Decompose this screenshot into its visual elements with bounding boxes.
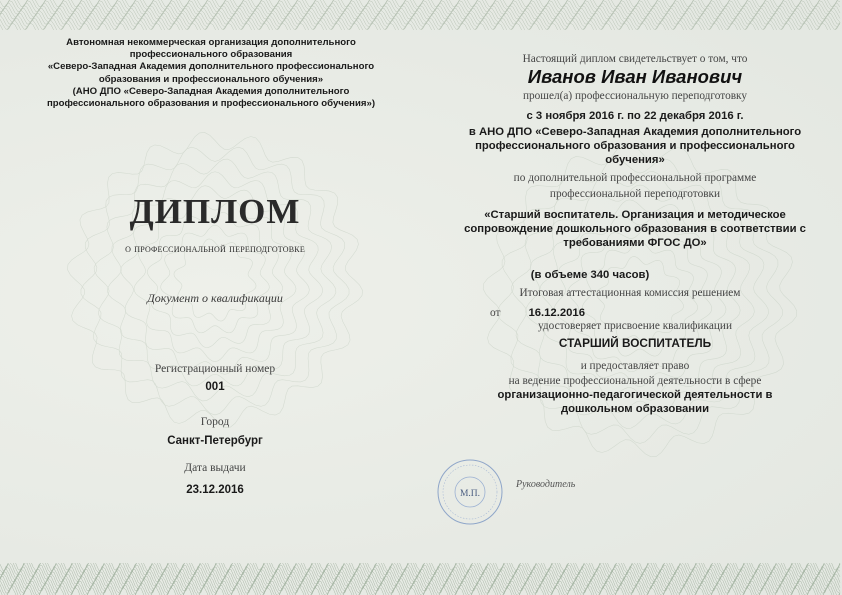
city-label: Город: [200, 416, 230, 428]
rosette-ring: [147, 212, 282, 347]
org-line: профессионального образования и профессионального обучения»): [46, 98, 376, 110]
program-line: «Старший воспитатель. Организация и методическое: [484, 209, 786, 221]
org-line: (АНО ДПО «Северо-Западная Академия дополнительного: [72, 85, 350, 97]
decision-date-row: [490, 303, 690, 321]
program-hours: (в объеме 340 часов): [530, 269, 650, 281]
diploma-subtitle: о профессиональной переподготовке: [125, 241, 305, 255]
training-period: с 3 ноября 2016 г. по 22 декабря 2016 г.: [526, 110, 744, 122]
org-line: «Северо-Западная Академия дополнительного профессионального: [47, 61, 375, 73]
sphere-line: организационно-педагогической деятельности в: [497, 389, 773, 401]
head-signature-label: Руководитель: [516, 479, 576, 490]
bottom-border-ornament: [0, 563, 842, 595]
program-line: требованиями ФГОС ДО»: [563, 237, 707, 249]
org-line: профессионального образования: [129, 49, 293, 61]
program-label: по дополнительной профессиональной программе: [513, 172, 757, 184]
intro-text: Настоящий диплом свидетельствует о том, что: [522, 53, 748, 65]
institution-name: [455, 125, 815, 167]
diploma-title: ДИПЛОМ: [129, 192, 301, 231]
certifies-text: удостоверяет присвоение квалификации: [537, 320, 732, 332]
document-type: Документ о квалификации: [147, 291, 283, 305]
registration-number: 001: [205, 381, 225, 393]
sphere-line: дошкольном образовании: [560, 403, 710, 415]
org-line: Автономная некоммерческая организация дополнительного: [66, 37, 356, 48]
city-value: Санкт-Петербург: [167, 435, 263, 447]
institution-line: профессионального образования и профессионального: [475, 140, 795, 152]
activity-sphere: [455, 388, 815, 416]
issue-date-value: 23.12.2016: [186, 484, 244, 496]
institution-line: в АНО ДПО «Северо-Западная Академия дополнительного: [468, 126, 802, 138]
program-line: сопровождение дошкольного образования в соответствии с: [464, 223, 806, 235]
issue-date-label: Дата выдачи: [184, 462, 246, 474]
official-stamp: [436, 458, 504, 526]
decision-date: 16.12.2016: [528, 307, 585, 319]
ornament-line: [0, 15, 840, 27]
ornament-line: [0, 20, 840, 30]
organization-name: [20, 37, 402, 110]
top-border-ornament: [0, 0, 842, 30]
recipient-name: Иванов Иван Иванович: [527, 66, 743, 87]
commission-text: Итоговая аттестационная комиссия решением: [519, 287, 741, 299]
activity-text: на ведение профессиональной деятельности в сфере: [508, 375, 762, 387]
institution-line: обучения»: [605, 154, 665, 166]
decision-prefix: от: [490, 307, 501, 319]
stamp-label: М.П.: [459, 489, 481, 499]
completed-text: прошел(а) профессиональную переподготовку: [522, 90, 748, 102]
grants-text: и предоставляет право: [580, 360, 690, 372]
registration-label: Регистрационный номер: [154, 363, 276, 375]
org-line: образования и профессионального обучения»: [98, 73, 324, 85]
qualification-title: СТАРШИЙ ВОСПИТАТЕЛЬ: [558, 336, 712, 350]
program-label-2: профессиональной переподготовки: [549, 188, 721, 200]
program-name: [455, 208, 815, 250]
